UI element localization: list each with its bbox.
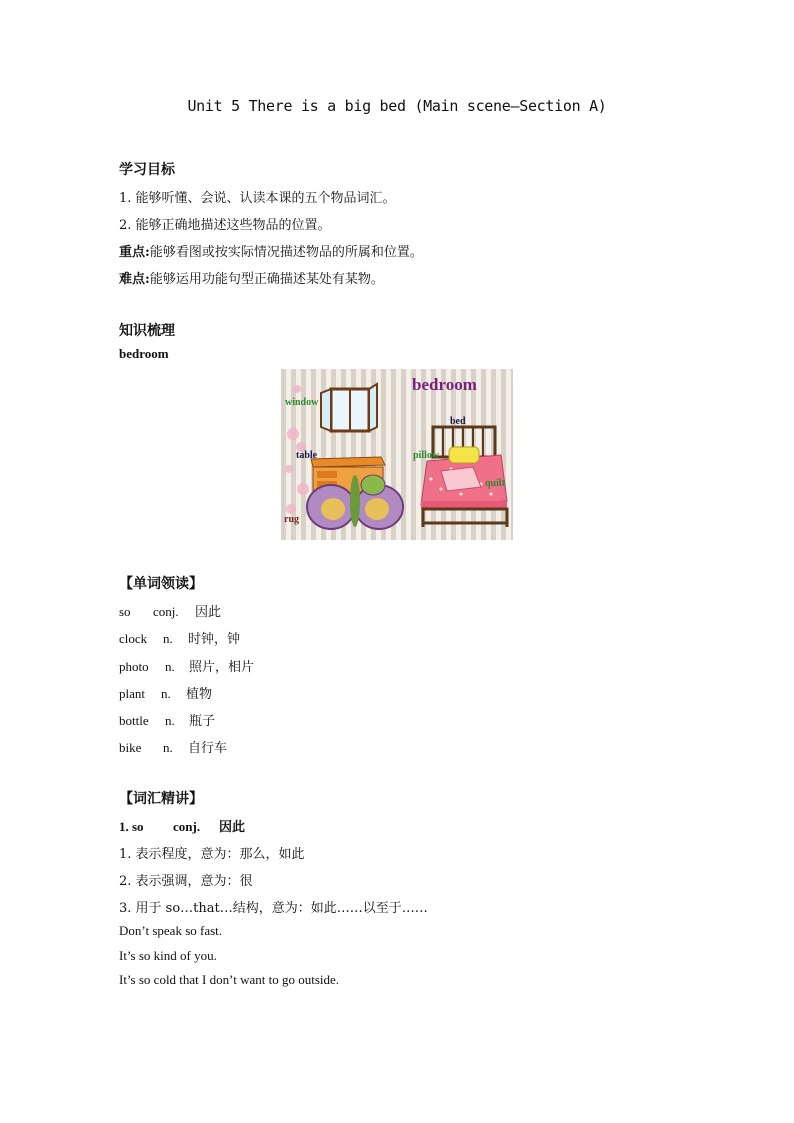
vocab-reading-heading: 【单词领读】	[119, 576, 203, 592]
entry-point-1: 1. 表示程度，意为：那么，如此	[119, 847, 305, 862]
vocab-detail-heading: 【词汇精讲】	[119, 791, 203, 807]
label-bed: bed	[450, 416, 466, 427]
vocab-word: photo	[119, 659, 149, 674]
vocab-meaning: 瓶子	[189, 714, 216, 729]
bedroom-picture	[281, 369, 513, 540]
label-quilt: quilt	[485, 478, 506, 489]
objective-item-2: 2. 能够正确地描述这些物品的位置。	[119, 218, 331, 233]
objectives-heading: 学习目标	[119, 162, 175, 178]
vocab-item	[119, 683, 212, 702]
difficult-point-text: 能够运用功能句型正确描述某处有某物。	[149, 272, 384, 287]
page-title: Unit 5 There is a big bed (Main scene—Section A)	[187, 97, 607, 115]
vocab-item	[119, 737, 227, 756]
vocab-meaning: 时钟，钟	[188, 632, 241, 647]
label-table: table	[296, 450, 318, 461]
difficult-point-label: 难点:	[119, 272, 150, 287]
objective-item-1: 1. 能够听懂、会说、认读本课的五个物品词汇。	[119, 191, 396, 206]
vocab-word: plant	[119, 686, 145, 701]
picture-title: bedroom	[412, 375, 477, 394]
vocab-item	[119, 601, 221, 620]
vocab-pos: conj.	[153, 604, 179, 619]
label-rug: rug	[284, 514, 299, 525]
entry-number: 1. so	[119, 819, 144, 834]
vocab-word: bottle	[119, 713, 149, 728]
vocab-item	[119, 710, 215, 729]
vocab-pos: n.	[163, 740, 173, 755]
bedroom-illustration	[281, 369, 513, 540]
label-window: window	[285, 397, 319, 408]
pillow-icon	[449, 447, 479, 463]
key-point	[119, 241, 423, 260]
vocab-item	[119, 628, 240, 647]
entry-point-2: 2. 表示强调，意为：很	[119, 874, 253, 889]
vocab-word: bike	[119, 740, 142, 755]
knowledge-heading: 知识梳理	[119, 323, 175, 339]
vocab-meaning: 自行车	[188, 741, 228, 756]
entry-point-3: 3. 用于 so…that…结构，意为：如此……以至于……	[119, 901, 428, 916]
vocab-pos: n.	[165, 713, 175, 728]
example-sentence-3: It’s so cold that I don’t want to go outside.	[119, 972, 340, 987]
entry-title	[119, 816, 245, 835]
vocab-meaning: 照片，相片	[189, 660, 255, 675]
label-pillow: pillow	[413, 450, 440, 461]
vocab-word: clock	[119, 631, 148, 646]
knowledge-subheading: bedroom	[119, 346, 169, 361]
vocab-word: so	[119, 604, 131, 619]
entry-pos: conj.	[173, 819, 201, 834]
window-icon	[321, 384, 377, 431]
vocab-item	[119, 656, 254, 675]
vocab-meaning: 植物	[186, 687, 213, 702]
key-point-text: 能够看图或按实际情况描述物品的所属和位置。	[149, 245, 423, 260]
vocab-pos: n.	[163, 631, 173, 646]
entry-meaning: 因此	[219, 820, 246, 835]
difficult-point	[119, 268, 384, 287]
key-point-label: 重点:	[119, 245, 150, 260]
vocab-pos: n.	[165, 659, 175, 674]
example-sentence-1: Don’t speak so fast.	[119, 923, 223, 938]
example-sentence-2: It’s so kind of you.	[119, 948, 217, 963]
vocab-meaning: 因此	[195, 605, 222, 620]
vocab-pos: n.	[161, 686, 171, 701]
